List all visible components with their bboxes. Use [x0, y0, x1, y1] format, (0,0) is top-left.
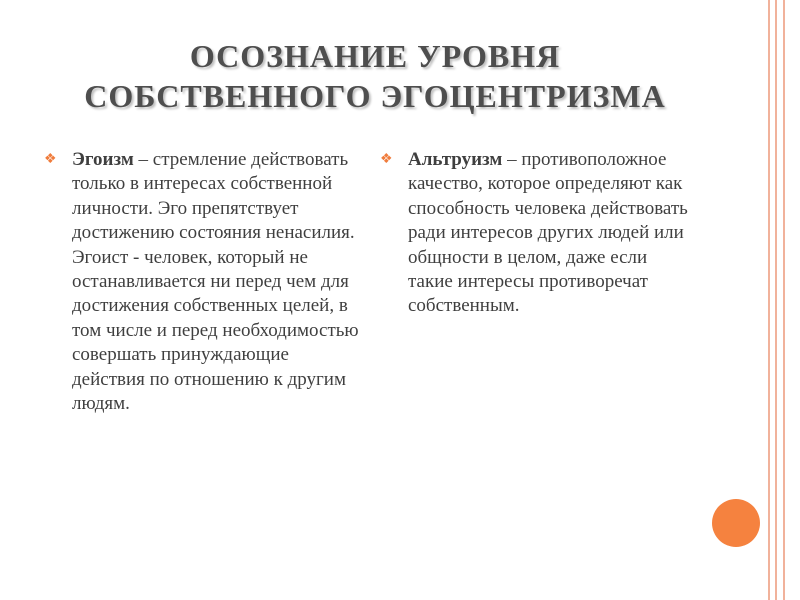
altruism-term: Альтруизм [408, 149, 503, 170]
altruism-column [380, 148, 690, 319]
egoism-term: Эгоизм [72, 149, 134, 170]
decorative-orange-circle [712, 499, 760, 547]
diamond-bullet-icon: ❖ [44, 152, 57, 167]
decorative-border-line [775, 0, 777, 600]
slide-title-line-2: СОБСТВЕННОГО ЭГОЦЕНТРИЗМА [84, 78, 666, 114]
egoism-definition: – стремление действовать только в интересах собственной личности. Эго препятствует достижению состояния ненасилия. Эгоист - человек, который не останавливается ни перед чем для достижения собственных целей, в том числе и перед необходимостью совершать принуждающие действия по отношению к другим людям. [72, 149, 359, 415]
diamond-bullet-icon: ❖ [380, 152, 393, 167]
decorative-border-line [783, 0, 785, 600]
egoism-paragraph [72, 148, 364, 416]
slide-title [30, 36, 720, 116]
slide-title-line-1: ОСОЗНАНИЕ УРОВНЯ [189, 38, 561, 74]
altruism-definition: – противоположное качество, которое определяют как способность человека действовать ради интересов других людей или общности в целом, даже если такие интересы противоречат собственным. [408, 149, 688, 317]
decorative-border-line [768, 0, 770, 600]
egoism-column [44, 148, 364, 416]
altruism-paragraph [408, 148, 690, 319]
